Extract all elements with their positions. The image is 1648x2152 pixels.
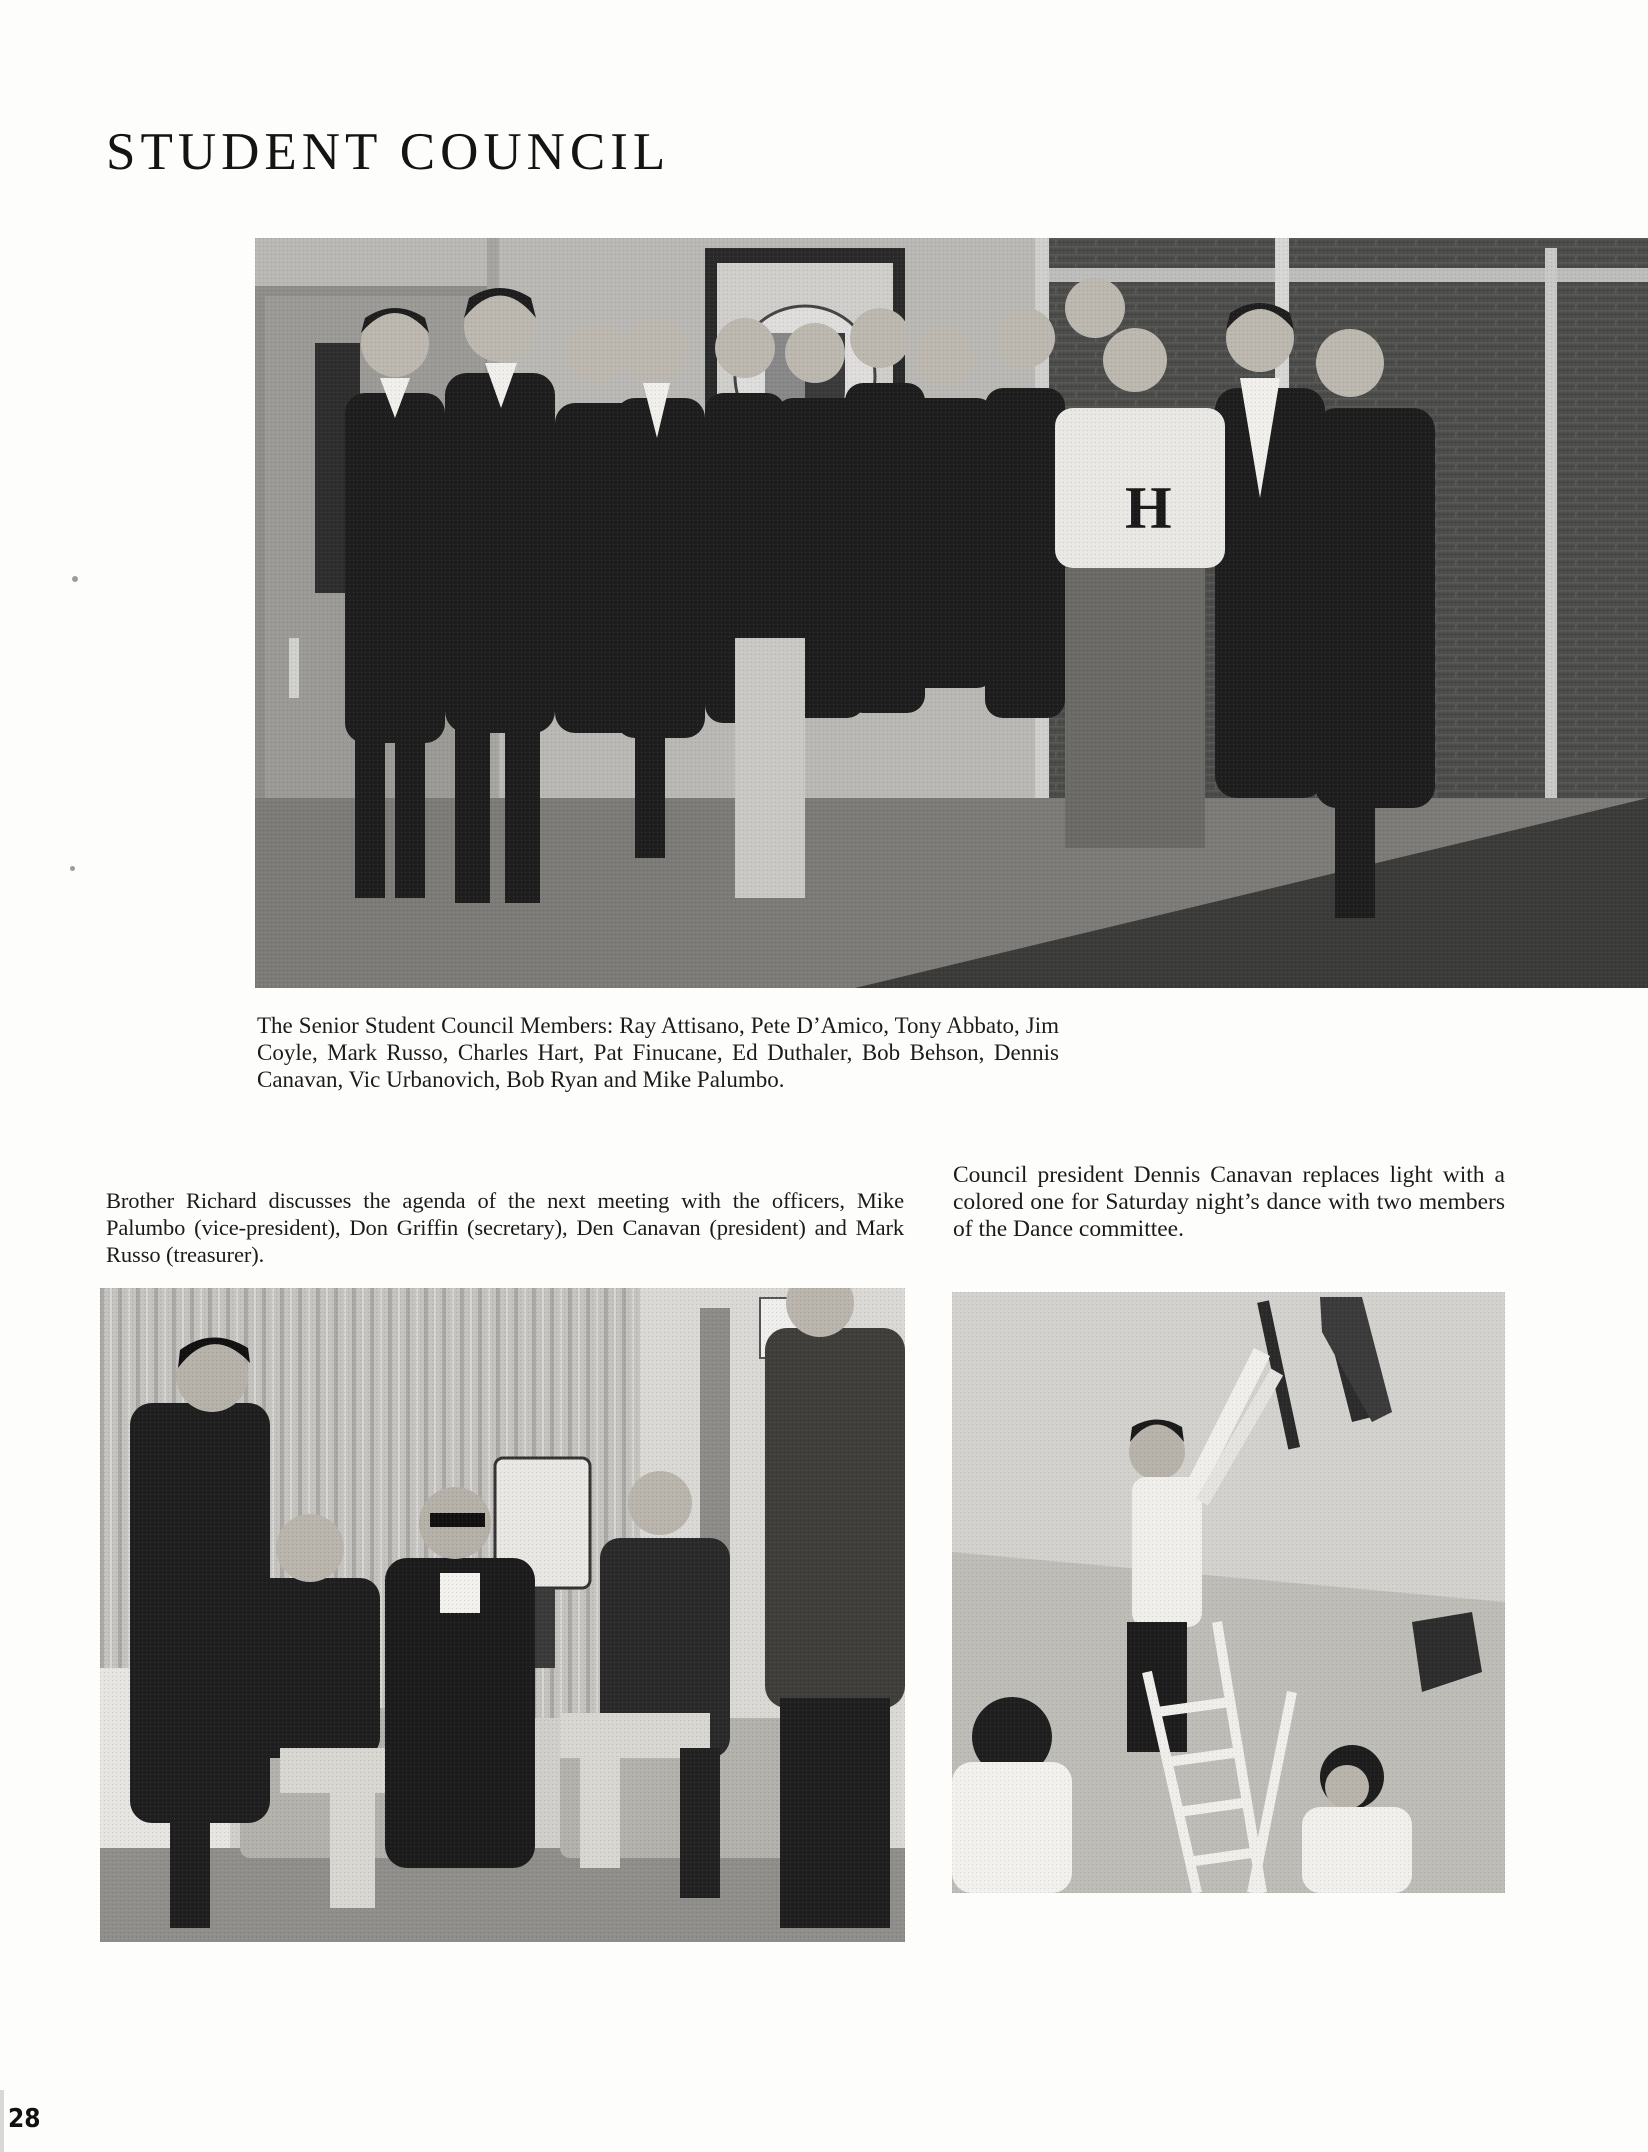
top-group-photo: [255, 238, 1648, 988]
members-caption: The Senior Student Council Members: Ray Attisano, Pete D’Amico, Tony Abbato, Jim Coyle, Mark Russo, Charles Hart, Pat Finucane, Ed Duthaler, Bob Behson, Dennis Canavan, Vic Urbanovich, Bob Ryan and Mike Palumbo.: [257, 1013, 1059, 1092]
ladder-photo-icon: [952, 1292, 1505, 1893]
ladder-photo: [952, 1292, 1505, 1893]
meeting-photo-icon: [100, 1288, 905, 1942]
print-speck: [70, 866, 75, 871]
print-speck: [72, 576, 78, 582]
officers-meeting-photo: [100, 1288, 905, 1942]
page-number: 28: [8, 2104, 41, 2134]
gutter-mark: [0, 2090, 4, 2152]
dance-caption: Council president Dennis Canavan replaces light with a colored one for Saturday night’s dance with two members of the Dance committee.: [953, 1162, 1505, 1242]
group-photo-icon: [255, 238, 1648, 988]
page-title: STUDENT COUNCIL: [106, 123, 671, 181]
officers-caption: Brother Richard discusses the agenda of the next meeting with the officers, Mike Palumbo (vice-president), Don Griffin (secretary), Den Canavan (president) and Mark Russo (treasurer).: [106, 1188, 904, 1267]
